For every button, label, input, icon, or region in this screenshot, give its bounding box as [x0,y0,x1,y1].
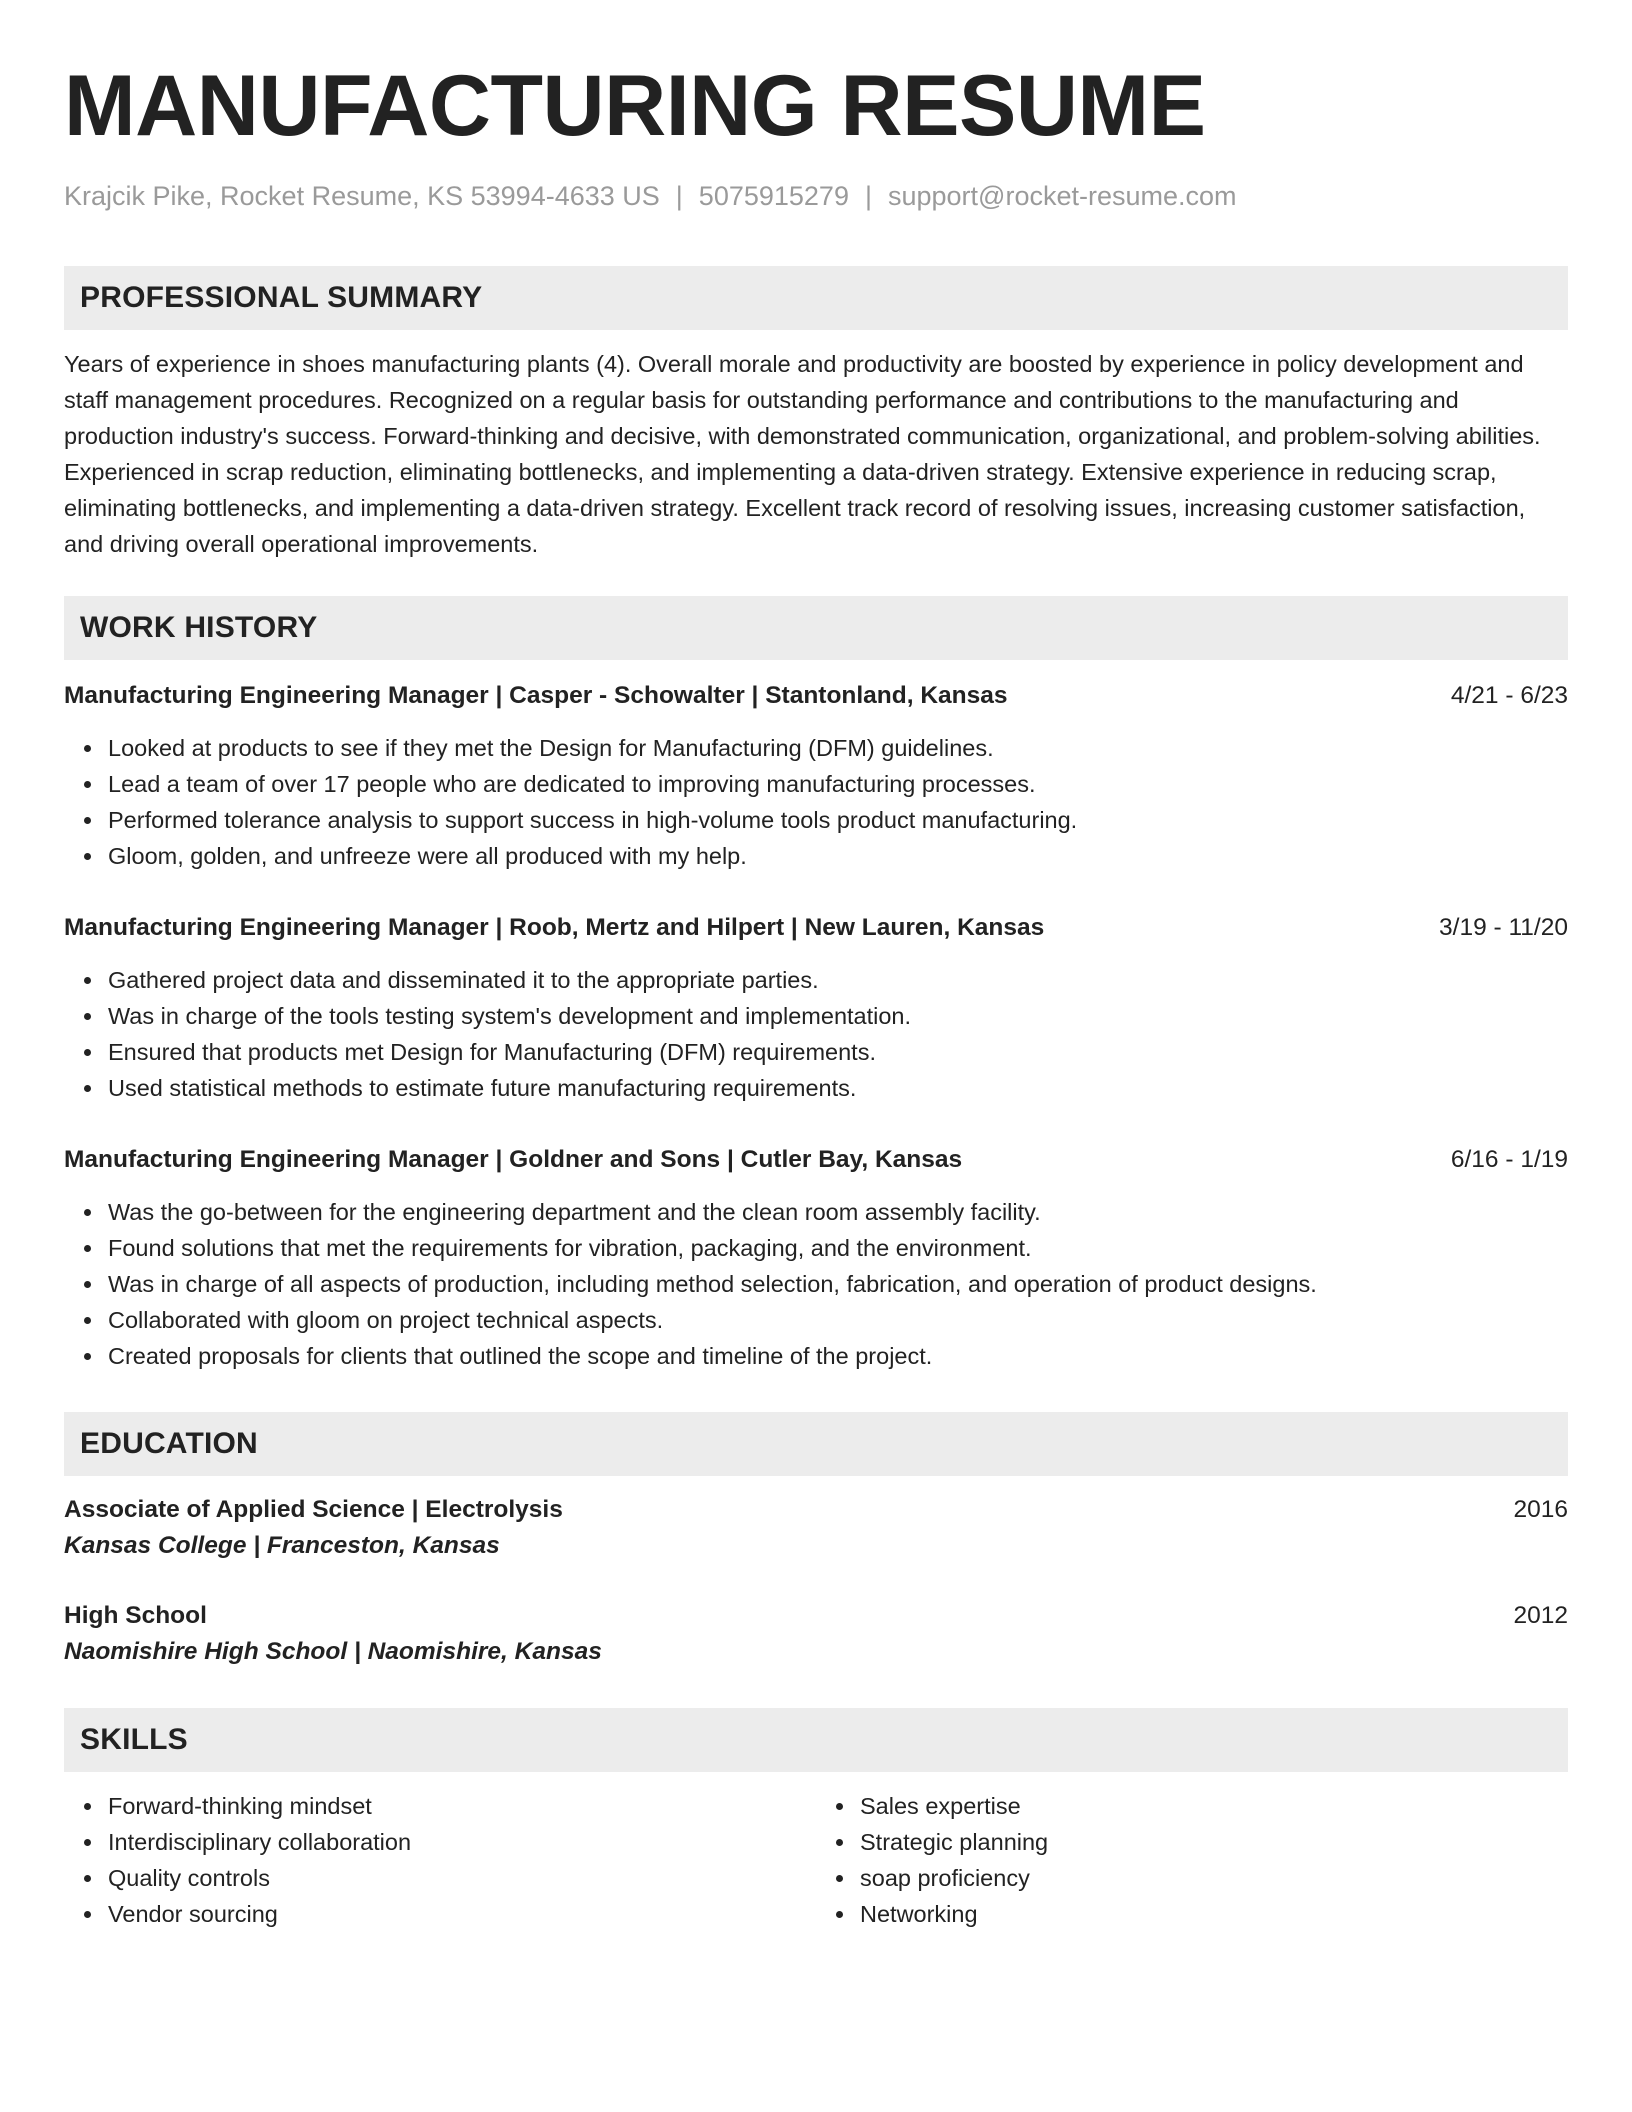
job-entry [64,1144,1568,1374]
job-bullet: Looked at products to see if they met the Design for Manufacturing (DFM) guidelines. [108,730,1568,766]
education-school: Naomishire High School | Naomishire, Kansas [64,1638,602,1665]
education-entry [64,1600,1568,1670]
education-entry [64,1494,1568,1564]
job-bullet: Created proposals for clients that outlined the scope and timeline of the project. [108,1338,1568,1374]
job-bullets [64,962,1568,1106]
job-bullet: Gloom, golden, and unfreeze were all produced with my help. [108,838,1568,874]
job-bullet: Found solutions that met the requirements for vibration, packaging, and the environment. [108,1230,1568,1266]
contact-email: support@rocket-resume.com [887,181,1237,211]
resume-title: MANUFACTURING RESUME [64,58,1206,154]
job-bullet: Gathered project data and disseminated it to the appropriate parties. [108,962,1568,998]
education-degree: Associate of Applied Science | Electrolysis [64,1496,563,1523]
skills-section-header: SKILLS [64,1708,1568,1772]
job-title: Manufacturing Engineering Manager | Goldner and Sons | Cutler Bay, Kansas [64,1146,963,1173]
job-header [64,680,1568,712]
job-bullet: Lead a team of over 17 people who are dedicated to improving manufacturing processes. [108,766,1568,802]
education-header [64,1600,1568,1632]
job-header [64,1144,1568,1176]
skills-column-right [816,1788,1568,1932]
education-year: 2016 [1513,1496,1568,1523]
contact-phone: 5075915279 [698,181,849,211]
job-header [64,912,1568,944]
contact-line [64,178,1568,214]
job-bullet: Was in charge of all aspects of production, including method selection, fabrication, and operation of product designs. [108,1266,1568,1302]
skill-item: Networking [860,1896,1568,1932]
education-year: 2012 [1513,1602,1568,1629]
education-header [64,1494,1568,1526]
contact-address: Krajcik Pike, Rocket Resume, KS 53994-4633 US [64,181,660,211]
job-entry [64,912,1568,1106]
skills-list [64,1788,816,1932]
education-section-header: EDUCATION [64,1412,1568,1476]
job-bullet: Collaborated with gloom on project technical aspects. [108,1302,1568,1338]
job-bullet: Was the go-between for the engineering department and the clean room assembly facility. [108,1194,1568,1230]
job-entry [64,680,1568,874]
education-school: Kansas College | Franceston, Kansas [64,1532,500,1559]
job-bullet: Performed tolerance analysis to support success in high-volume tools product manufacturing. [108,802,1568,838]
summary-text: Years of experience in shoes manufacturing plants (4). Overall morale and productivity are boosted by experience in policy development and staff management procedures. Recognized on a regular basis for outstanding performance and contributions to the manufacturing and production industry's success. Forward-thinking and decisive, with demonstrated communication, organizational, and problem-solving abilities. Experienced in scrap reduction, eliminating bottlenecks, and implementing a data-driven strategy. Extensive experience in reducing scrap, eliminating bottlenecks, and implementing a data-driven strategy. Excellent track record of resolving issues, increasing customer satisfaction, and driving overall operational improvements. [64,351,1541,557]
skill-item: Interdisciplinary collaboration [108,1824,816,1860]
job-bullet: Ensured that products met Design for Manufacturing (DFM) requirements. [108,1034,1568,1070]
job-title: Manufacturing Engineering Manager | Roob, Mertz and Hilpert | New Lauren, Kansas [64,914,1045,941]
education-degree: High School [64,1602,207,1629]
contact-separator: | [864,181,872,211]
skills-grid [64,1788,1568,1932]
work-history-section-header: WORK HISTORY [64,596,1568,660]
skill-item: Quality controls [108,1860,816,1896]
job-bullets [64,730,1568,874]
job-bullets [64,1194,1568,1374]
job-bullet: Was in charge of the tools testing system's development and implementation. [108,998,1568,1034]
skill-item: Vendor sourcing [108,1896,816,1932]
skill-item: Forward-thinking mindset [108,1788,816,1824]
skills-list [816,1788,1568,1932]
contact-separator: | [675,181,683,211]
skill-item: Sales expertise [860,1788,1568,1824]
job-dates: 3/19 - 11/20 [1439,914,1568,941]
job-bullet: Used statistical methods to estimate future manufacturing requirements. [108,1070,1568,1106]
job-title: Manufacturing Engineering Manager | Casper - Schowalter | Stantonland, Kansas [64,682,1008,709]
skill-item: soap proficiency [860,1860,1568,1896]
skill-item: Strategic planning [860,1824,1568,1860]
summary-section-header: PROFESSIONAL SUMMARY [64,266,1568,330]
job-dates: 4/21 - 6/23 [1450,682,1568,709]
skills-column-left [64,1788,816,1932]
job-dates: 6/16 - 1/19 [1450,1146,1568,1173]
